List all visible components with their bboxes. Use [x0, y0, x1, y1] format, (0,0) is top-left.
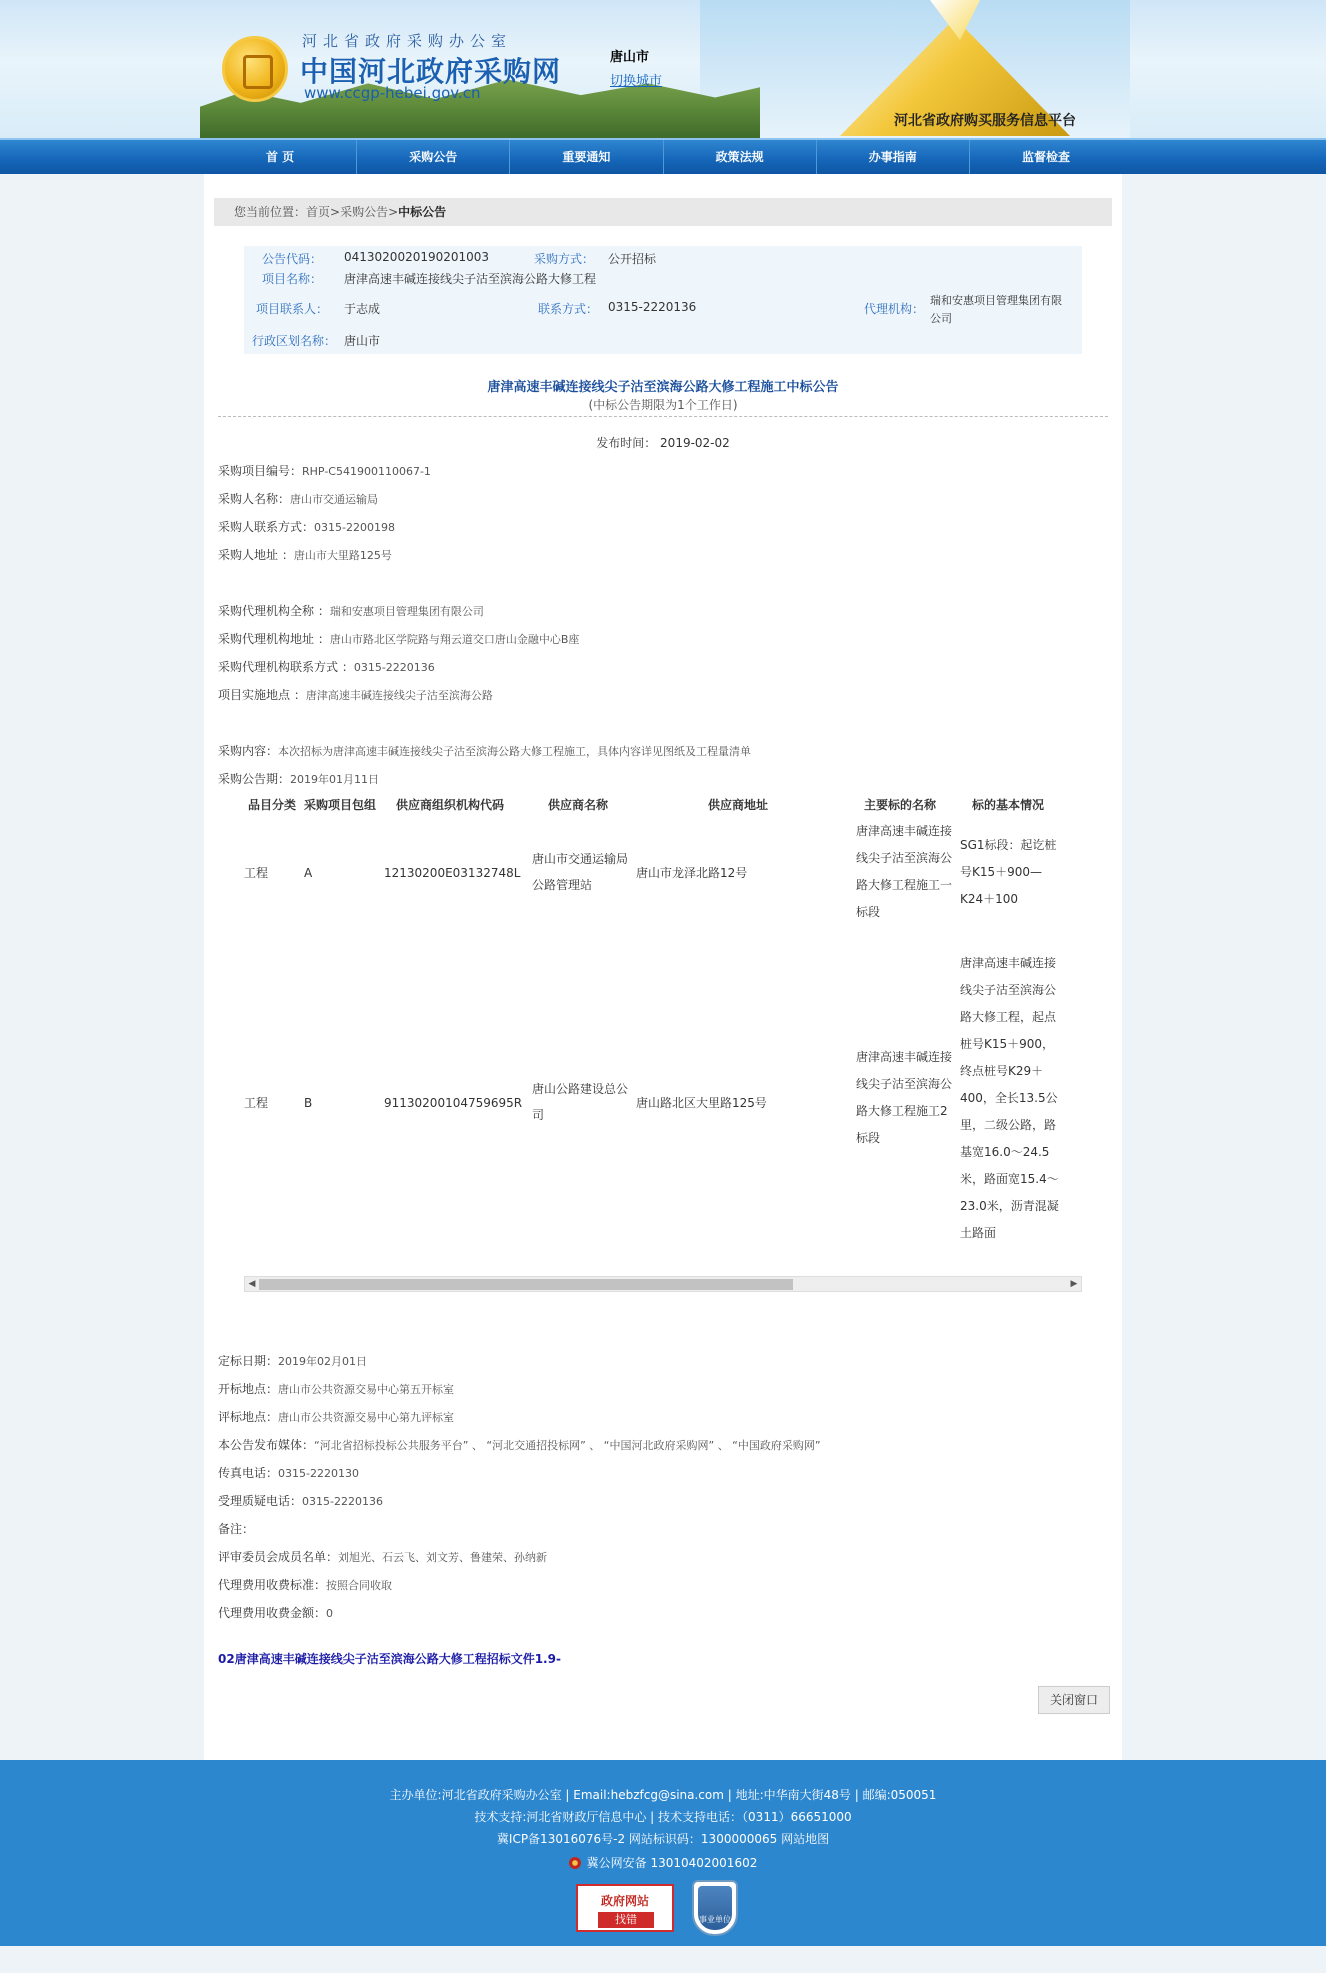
notice-title: 唐津高速丰碱连接线尖子沽至滨海公路大修工程施工中标公告 [487, 380, 839, 395]
scrollbar-thumb[interactable] [259, 1279, 793, 1290]
table-cell: 唐津高速丰碱连接 [856, 824, 953, 838]
detail-line: 采购内容：本次招标为唐津高速丰碱连接线尖子沽至滨海公路大修工程施工，具体内容详见图纸及工程量清单 [218, 744, 752, 758]
nav-procurement-notices[interactable]: 采购公告 [357, 140, 510, 174]
method-label: 采购方式： [534, 252, 595, 266]
badge-institution-text: 事业单位 [699, 1915, 731, 1924]
detail-line: 本公告发布媒体：“河北省招标投标公共服务平台” 、 “河北交通招投标网” 、 “中国河北政府采购网” 、 “中国政府采购网” [218, 1438, 821, 1452]
detail-line: 采购项目编号：RHP-C541900110067-1 [218, 464, 431, 478]
nav-home[interactable]: 首 页 [204, 140, 357, 174]
table-cell: 基宽16.0～24.5 [960, 1145, 1050, 1159]
notice-subtitle: (中标公告期限为1个工作日) [588, 398, 738, 412]
public-institution-badge[interactable] [692, 1880, 738, 1936]
table-header: 品目分类 [248, 798, 297, 812]
nav-guide[interactable]: 办事指南 [817, 140, 970, 174]
contact-phone: 0315-2220136 [608, 300, 697, 314]
table-cell: A [304, 866, 313, 880]
divider [218, 416, 1108, 417]
table-cell: 路大修工程施工一 [856, 878, 953, 892]
detail-line: 采购代理机构全称 ：瑞和安惠项目管理集团有限公司 [218, 604, 484, 618]
detail-line: 采购公告期：2019年01月11日 [218, 772, 380, 786]
scroll-left-arrow-icon[interactable]: ◀ [248, 1279, 256, 1289]
notice-code: 0413020020190201003 [344, 250, 490, 264]
contact-label: 项目联系人： [256, 302, 329, 316]
table-cell: 唐山市交通运输局 [532, 852, 629, 866]
table-cell: 土路面 [960, 1226, 997, 1240]
nav-important-notices[interactable]: 重要通知 [510, 140, 663, 174]
table-cell: 号K15＋900— [960, 865, 1043, 879]
detail-line: 采购人地址 ：唐山市大里路125号 [218, 548, 392, 562]
main-content [204, 174, 1122, 1760]
table-cell: 23.0米，沥青混凝 [960, 1199, 1059, 1213]
table-cell: B [304, 1096, 313, 1110]
footer-host-info: 主办单位:河北省政府采购办公室 | Email:hebzfcg@sina.com | 地址:中华南大街48号 | 邮编:050051 [389, 1788, 937, 1802]
table-cell: 唐津高速丰碱连接 [856, 1050, 953, 1064]
table-header: 供应商名称 [548, 798, 609, 812]
detail-line: 备注： [218, 1522, 255, 1536]
police-badge-icon [569, 1857, 581, 1869]
project-label: 项目名称： [262, 272, 323, 286]
agency-name-line2: 公司 [930, 312, 952, 325]
table-cell: 工程 [244, 1096, 269, 1110]
table-cell: 路大修工程，起点 [960, 1010, 1057, 1024]
publish-date [204, 434, 1122, 451]
phone-label: 联系方式： [538, 302, 599, 316]
detail-line: 受理质疑电话：0315-2220136 [218, 1494, 383, 1508]
table-horizontal-scrollbar[interactable] [244, 1276, 1082, 1292]
table-cell: SG1标段：起讫桩 [960, 838, 1057, 852]
attachment-link[interactable]: 02唐津高速丰碱连接线尖子沽至滨海公路大修工程招标文件1.9- [218, 1652, 561, 1666]
detail-line: 代理费用收费金额：0 [218, 1606, 334, 1620]
nav-supervision[interactable]: 监督检查 [1021, 150, 1070, 164]
table-cell: 工程 [244, 866, 269, 880]
detail-line: 评审委员会成员名单：刘旭光、石云飞、刘文芳、鲁建荣、孙纳新 [218, 1550, 548, 1564]
main-nav [0, 138, 1326, 174]
footer-icp[interactable]: 冀ICP备13016076号-2 网站标识码：1300000065 网站地图 [496, 1832, 830, 1846]
award-table [244, 788, 1082, 1468]
region-name: 唐山市 [344, 334, 381, 348]
org-subtitle: 河北省政府采购办公室 [302, 32, 513, 50]
table-cell: 唐山路北区大里路125号 [636, 1096, 767, 1110]
footer-tech-support: 技术支持:河北省财政厅信息中心 | 技术支持电话：（0311）66651000 [474, 1810, 852, 1824]
table-cell: 里，二级公路，路 [960, 1118, 1057, 1132]
table-header: 采购项目包组 [304, 798, 377, 812]
detail-line: 代理费用收费标准：按照合同收取 [218, 1578, 393, 1592]
publish-date-label: 发布时间： [596, 436, 657, 450]
detail-line: 采购人联系方式：0315-2200198 [218, 520, 395, 534]
table-cell: 唐津高速丰碱连接 [960, 956, 1057, 970]
site-title[interactable]: 中国河北政府采购网 [300, 55, 562, 88]
detail-line: 采购代理机构地址 ：唐山市路北区学院路与翔云道交口唐山金融中心B座 [218, 632, 580, 646]
detail-line: 评标地点：唐山市公共资源交易中心第九评标室 [218, 1410, 455, 1424]
region-label: 行政区划名称： [252, 334, 337, 348]
close-window-button[interactable]: 关闭窗口 [1038, 1686, 1110, 1714]
nav-policies[interactable]: 政策法规 [664, 140, 817, 174]
project-contact: 于志成 [344, 302, 381, 316]
table-cell: 91130200104759695R [384, 1096, 523, 1110]
agency-name-line1: 瑞和安惠项目管理集团有限 [930, 294, 1062, 307]
badge-gov-site-text: 政府网站 [600, 1894, 649, 1908]
table-cell: 桩号K15＋900， [960, 1037, 1055, 1051]
table-cell: 唐山公路建设总公 [532, 1082, 629, 1096]
table-header: 主要标的名称 [864, 798, 937, 812]
table-cell: 公路管理站 [532, 878, 593, 892]
table-cell: 线尖子沽至滨海公 [856, 851, 953, 865]
site-url: www.ccgp-hebei.gov.cn [304, 84, 481, 102]
detail-line: 定标日期：2019年02月01日 [218, 1354, 368, 1368]
footer-police-record[interactable]: 冀公网安备 13010402001602 [0, 1854, 1326, 1871]
agency-label: 代理机构： [864, 302, 925, 316]
footer [0, 1760, 1326, 1946]
table-cell: 12130200E03132748L [384, 866, 521, 880]
current-city: 唐山市 [610, 50, 650, 65]
breadcrumb-current: 中标公告 [398, 205, 447, 219]
notice-info-box [244, 246, 1082, 354]
breadcrumb [214, 198, 1112, 226]
table-header: 标的基本情况 [972, 798, 1045, 812]
gov-site-error-badge[interactable] [576, 1884, 674, 1932]
publish-date-value: 2019-02-02 [660, 436, 730, 450]
table-cell: 线尖子沽至滨海公 [856, 1077, 953, 1091]
scroll-right-arrow-icon[interactable]: ▶ [1070, 1279, 1078, 1289]
detail-line: 项目实施地点 ：唐津高速丰碱连接线尖子沽至滨海公路 [218, 688, 493, 702]
table-header: 供应商地址 [708, 798, 769, 812]
header-banner [0, 0, 1326, 138]
breadcrumb-prefix: 您当前位置： [234, 205, 307, 219]
platform-name: 河北省政府购买服务信息平台 [894, 113, 1076, 129]
breadcrumb-path[interactable]: 首页>采购公告> [306, 205, 399, 219]
detail-line: 开标地点：唐山市公共资源交易中心第五开标室 [218, 1382, 455, 1396]
project-name: 唐津高速丰碱连接线尖子沽至滨海公路大修工程 [344, 272, 597, 286]
table-cell: 终点桩号K29＋ [960, 1064, 1044, 1078]
emblem-logo-icon[interactable] [222, 36, 288, 102]
table-cell: 400，全长13.5公 [960, 1091, 1058, 1105]
table-cell: 米，路面宽15.4～ [960, 1172, 1059, 1186]
switch-city-link[interactable]: 切换城市 [610, 74, 663, 89]
table-cell: 路大修工程施工2 [856, 1104, 948, 1118]
detail-line: 采购代理机构联系方式 ：0315-2220136 [218, 660, 435, 674]
detail-line: 采购人名称：唐山市交通运输局 [218, 492, 379, 506]
table-header: 供应商组织机构代码 [396, 798, 505, 812]
table-cell: K24＋100 [960, 892, 1019, 906]
table-cell: 司 [532, 1108, 545, 1122]
table-cell: 标段 [856, 1131, 881, 1145]
procurement-method: 公开招标 [608, 252, 657, 266]
table-cell: 唐山市龙泽北路12号 [636, 866, 748, 880]
detail-line: 传真电话：0315-2220130 [218, 1466, 359, 1480]
code-label: 公告代码： [262, 252, 323, 266]
table-cell: 线尖子沽至滨海公 [960, 983, 1057, 997]
table-cell: 标段 [856, 905, 881, 919]
badge-find-error-text: 找错 [598, 1912, 654, 1928]
